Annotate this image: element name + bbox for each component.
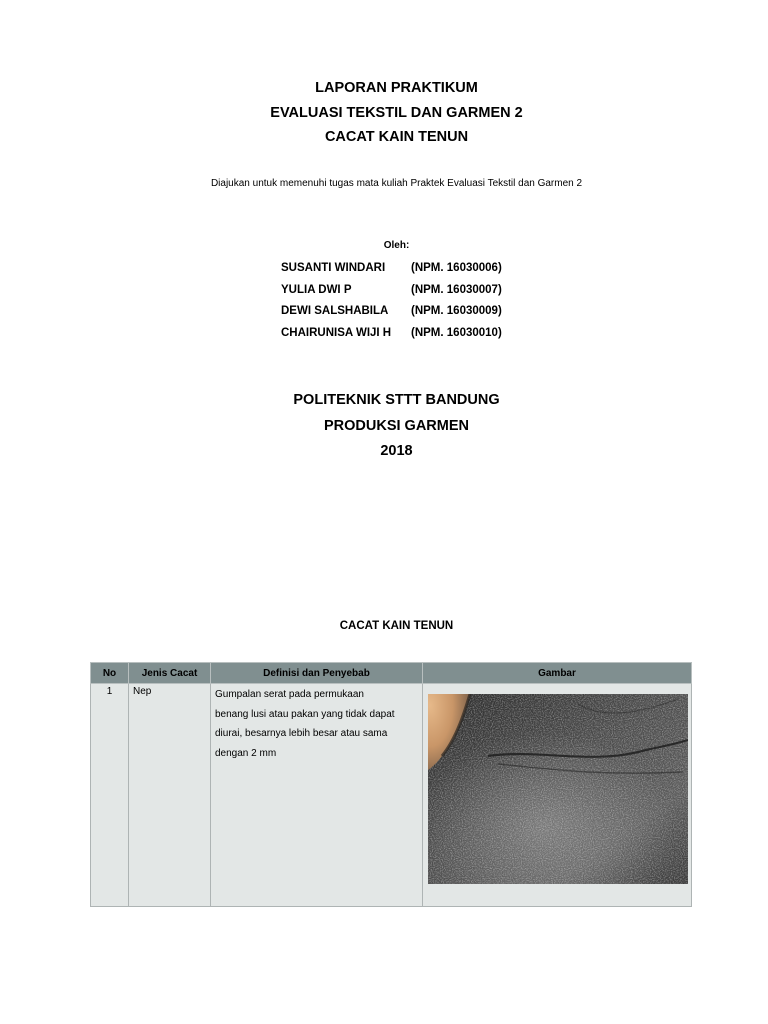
header-no: No <box>91 663 129 684</box>
cell-definisi <box>211 684 423 907</box>
author-row <box>281 301 502 323</box>
header-gambar: Gambar <box>423 663 692 684</box>
definisi-line: dengan 2 mm <box>215 747 277 759</box>
report-title <box>0 76 768 150</box>
author-row <box>281 323 502 345</box>
title-line-2: EVALUASI TEKSTIL DAN GARMEN 2 <box>270 104 523 121</box>
author-name: YULIA DWI P <box>281 283 352 296</box>
author-name: CHAIRUNISA WIJI H <box>281 326 392 339</box>
oleh-label: Oleh: <box>383 240 410 251</box>
header-definisi: Definisi dan Penyebab <box>211 663 423 684</box>
table-row <box>91 684 692 907</box>
definisi-text <box>215 685 418 763</box>
title-line-1: LAPORAN PRAKTIKUM <box>315 80 478 96</box>
cell-gambar <box>423 684 692 907</box>
header-jenis-cacat: Jenis Cacat <box>129 663 211 684</box>
definisi-line: Gumpalan serat pada permukaan <box>215 689 364 700</box>
title-line-3: CACAT KAIN TENUN <box>324 129 469 145</box>
author-name: DEWI SALSHABILA <box>281 305 389 317</box>
author-row <box>281 258 502 280</box>
section-title: CACAT KAIN TENUN <box>339 620 454 632</box>
fabric-defect-photo <box>428 694 688 884</box>
defect-table <box>90 662 692 907</box>
definisi-line: benang lusi atau pakan yang tidak dapat <box>215 708 395 720</box>
program-name: PRODUKSI GARMEN <box>323 417 469 434</box>
author-npm: (NPM. 16030007) <box>411 283 502 296</box>
author-npm: (NPM. 16030009) <box>411 305 502 317</box>
cell-no: 1 <box>91 684 129 907</box>
table-header-row <box>91 663 692 684</box>
submission-note: Diajukan untuk memenuhi tugas mata kuliah Praktek Evaluasi Tekstil dan Garmen 2 <box>210 178 583 189</box>
institution-block <box>0 388 768 465</box>
fabric-photo-svg <box>428 694 688 884</box>
author-name: SUSANTI WINDARI <box>281 262 386 274</box>
author-npm: (NPM. 16030006) <box>411 262 502 274</box>
author-list <box>281 258 502 344</box>
author-npm: (NPM. 16030010) <box>411 326 502 339</box>
author-row <box>281 280 502 302</box>
year: 2018 <box>380 443 413 459</box>
cell-jenis: Nep <box>129 684 211 907</box>
institution-name: POLITEKNIK STTT BANDUNG <box>293 392 500 408</box>
definisi-line: diurai, besarnya lebih besar atau sama <box>215 728 388 739</box>
